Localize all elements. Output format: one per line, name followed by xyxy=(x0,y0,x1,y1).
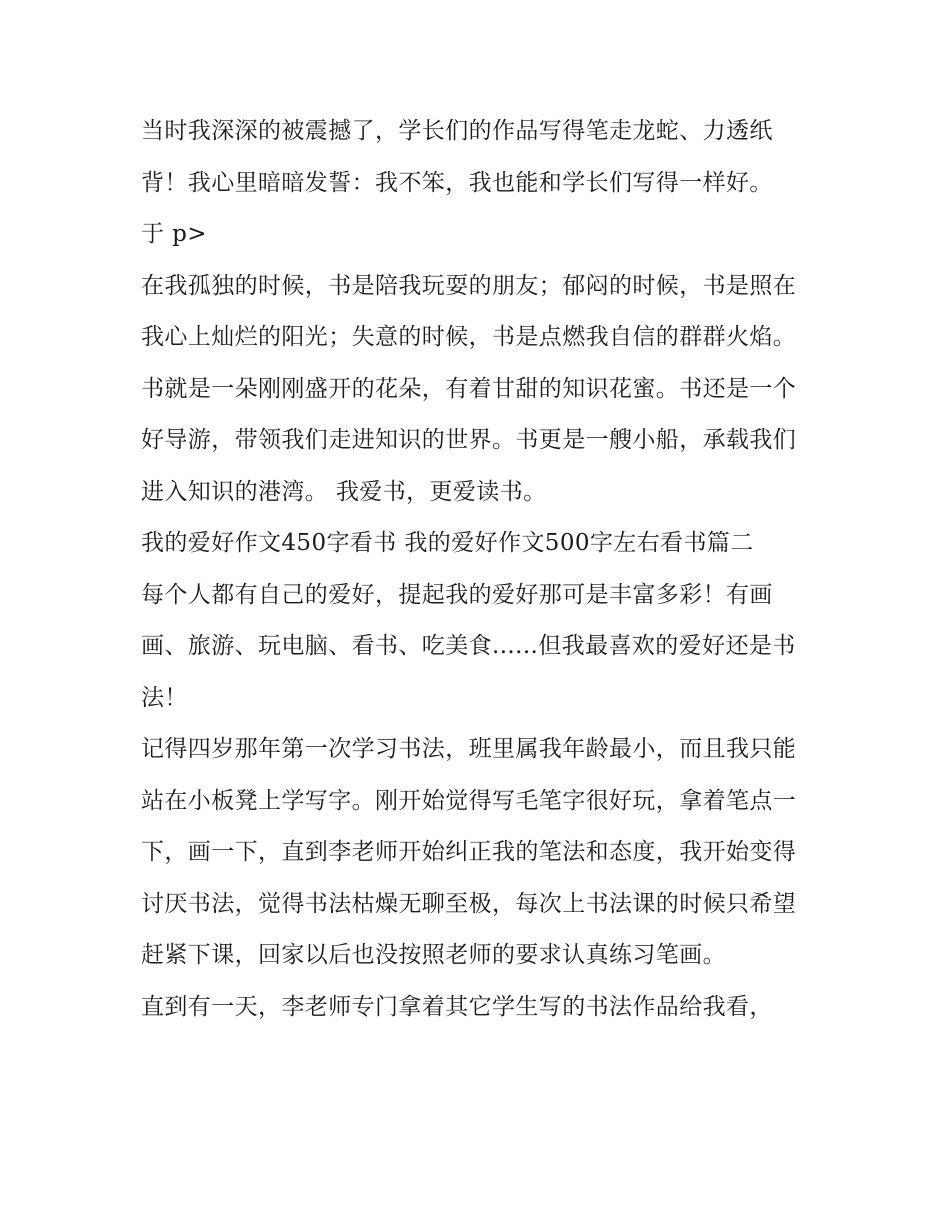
paragraph-3: 在我孤独的时候，书是陪我玩耍的朋友；郁闷的时候，书是照在我心上灿烂的阳光；失意的时候，书是点燃我自信的群群火焰。 xyxy=(141,272,797,350)
document-body xyxy=(141,106,816,1033)
paragraph-1: 当时我深深的被震撼了，学长们的作品写得笔走龙蛇、力透纸背！我心里暗暗发誓：我不笨，我也能和学长们写得一样好。 xyxy=(141,118,773,196)
paragraph-4: 书就是一朵刚刚盛开的花朵，有着甘甜的知识花蜜。书还是一个好导游，带领我们走进知识的世界。书更是一艘小船，承载我们进入知识的港湾。 我爱书，更爱读书。 xyxy=(141,375,797,505)
paragraph-5: 每个人都有自己的爱好，提起我的爱好那可是丰富多彩！有画画、旅游、玩电脑、看书、吃美食......但我最喜欢的爱好还是书法！ xyxy=(141,581,796,711)
paragraph-7: 直到有一天，李老师专门拿着其它学生写的书法作品给我看， xyxy=(141,993,773,1020)
paragraph-6: 记得四岁那年第一次学习书法，班里属我年龄最小，而且我只能站在小板凳上学写字。刚开始觉得写毛笔字很好玩，拿着笔点一下，画一下，直到李老师开始纠正我的笔法和态度，我开始变得讨厌书法，觉得书法枯燥无聊至极，每次上书法课的时候只希望赶紧下课，回家以后也没按照老师的要求认真练习笔画。 xyxy=(141,736,797,968)
paragraph-2: 于 p> xyxy=(141,221,207,247)
section-heading: 我的爱好作文450字看书 我的爱好作文500字左右看书篇二 xyxy=(141,530,754,556)
